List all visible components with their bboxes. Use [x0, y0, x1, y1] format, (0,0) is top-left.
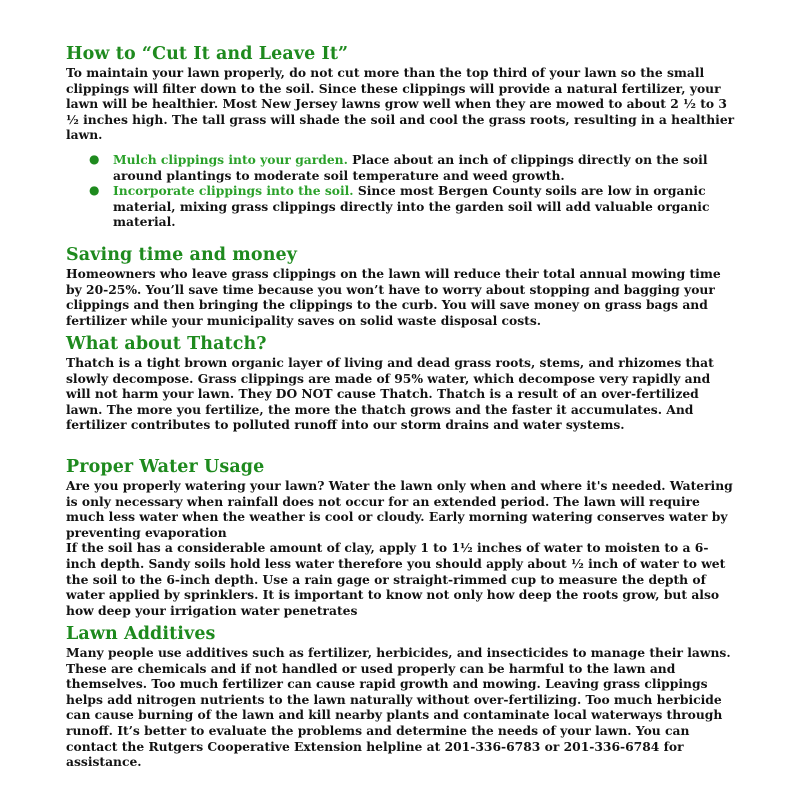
section-paragraph: Are you properly watering your lawn? Water the lawn only when and where it's needed. Watering is only necessary when rainfall does not occur for an extended period. The lawn will require much less water when the weather is cool or cloudy. Early morning watering conserves water by preventing evaporation [66, 478, 733, 540]
bullet-item [66, 183, 738, 230]
bullet-body-text: Since most Bergen County soils are low in organic material, mixing grass clippings directly into the garden soil will add valuable organic material. [113, 183, 710, 230]
section-paragraph: To maintain your lawn properly, do not cut more than the top third of your lawn so the small clippings will filter down to the soil. Since these clippings will provide a natural fertilizer, your lawn will be healthier. Most New Jersey lawns grow well when they are mowed to about 2 ½ to 3 ½ inches high. The tall grass will shade the soil and cool the grass roots, resulting in a healthier lawn. [66, 65, 735, 143]
bullet-lead-text: Mulch clippings into your garden. [113, 151, 348, 167]
bullet-body-text: Place about an inch of clippings directly on the soil around plantings to moderate soil temperature and weed growth. [113, 151, 708, 183]
section-paragraph: If the soil has a considerable amount of clay, apply 1 to 1½ inches of water to moisten to a 6-inch depth. Sandy soils hold less water therefore you should apply about ½ inch of water to wet the soil to the 6-inch depth. Use a rain gage or straight-rimmed cup to measure the depth of water applied by sprinklers. It is important to know not only how deep the roots grow, but also how deep your irrigation water penetrates [66, 540, 726, 618]
bullet-list [66, 152, 738, 230]
section-paragraph: Homeowners who leave grass clippings on the lawn will reduce their total annual mowing time by 20-25%. You’ll save time because you won’t have to worry about stopping and bagging your clippings and then bringing the clippings to the curb. You will save money on grass bags and fertilizer while your municipality saves on solid waste disposal costs. [66, 266, 721, 328]
section-heading: What about Thatch? [66, 334, 267, 354]
section-heading: Proper Water Usage [66, 457, 265, 477]
bullet-lead-text: Incorporate clippings into the soil. [113, 183, 354, 199]
section-paragraph: Thatch is a tight brown organic layer of living and dead grass roots, stems, and rhizomes that slowly decompose. Grass clippings are made of 95% water, which decompose very rapidly and will not harm your lawn. They DO NOT cause Thatch. Thatch is a result of an over-fertilized lawn. The more you fertilize, the more the thatch grows and the faster it accumulates. And fertilizer contributes to polluted runoff into our storm drains and water systems. [66, 355, 714, 433]
bullet-item [66, 152, 738, 183]
section-heading: How to “Cut It and Leave It” [66, 44, 349, 64]
section-proper-water-usage [66, 457, 738, 618]
section-cut-it-and-leave-it [66, 44, 738, 230]
section-heading: Lawn Additives [66, 624, 216, 644]
section-paragraph: Many people use additives such as fertilizer, herbicides, and insecticides to manage their lawns. These are chemicals and if not handled or used properly can be harmful to the lawn and themselves. Too much fertilizer can cause rapid growth and mowing. Leaving grass clippings helps add nitrogen nutrients to the lawn naturally without over-fertilizing. Too much herbicide can cause burning of the lawn and kill nearby plants and contaminate local waterways through runoff. It’s better to evaluate the problems and determine the needs of your lawn. You can contact the Rutgers Cooperative Extension helpline at 201-336-6783 or 201-336-6784 for assistance. [66, 645, 731, 770]
section-heading: Saving time and money [66, 245, 298, 265]
section-lawn-additives [66, 624, 738, 770]
section-what-about-thatch [66, 334, 738, 433]
bullet-dot-icon: ● [89, 183, 100, 198]
bullet-dot-icon: ● [89, 151, 100, 166]
section-saving-time-and-money [66, 245, 738, 328]
